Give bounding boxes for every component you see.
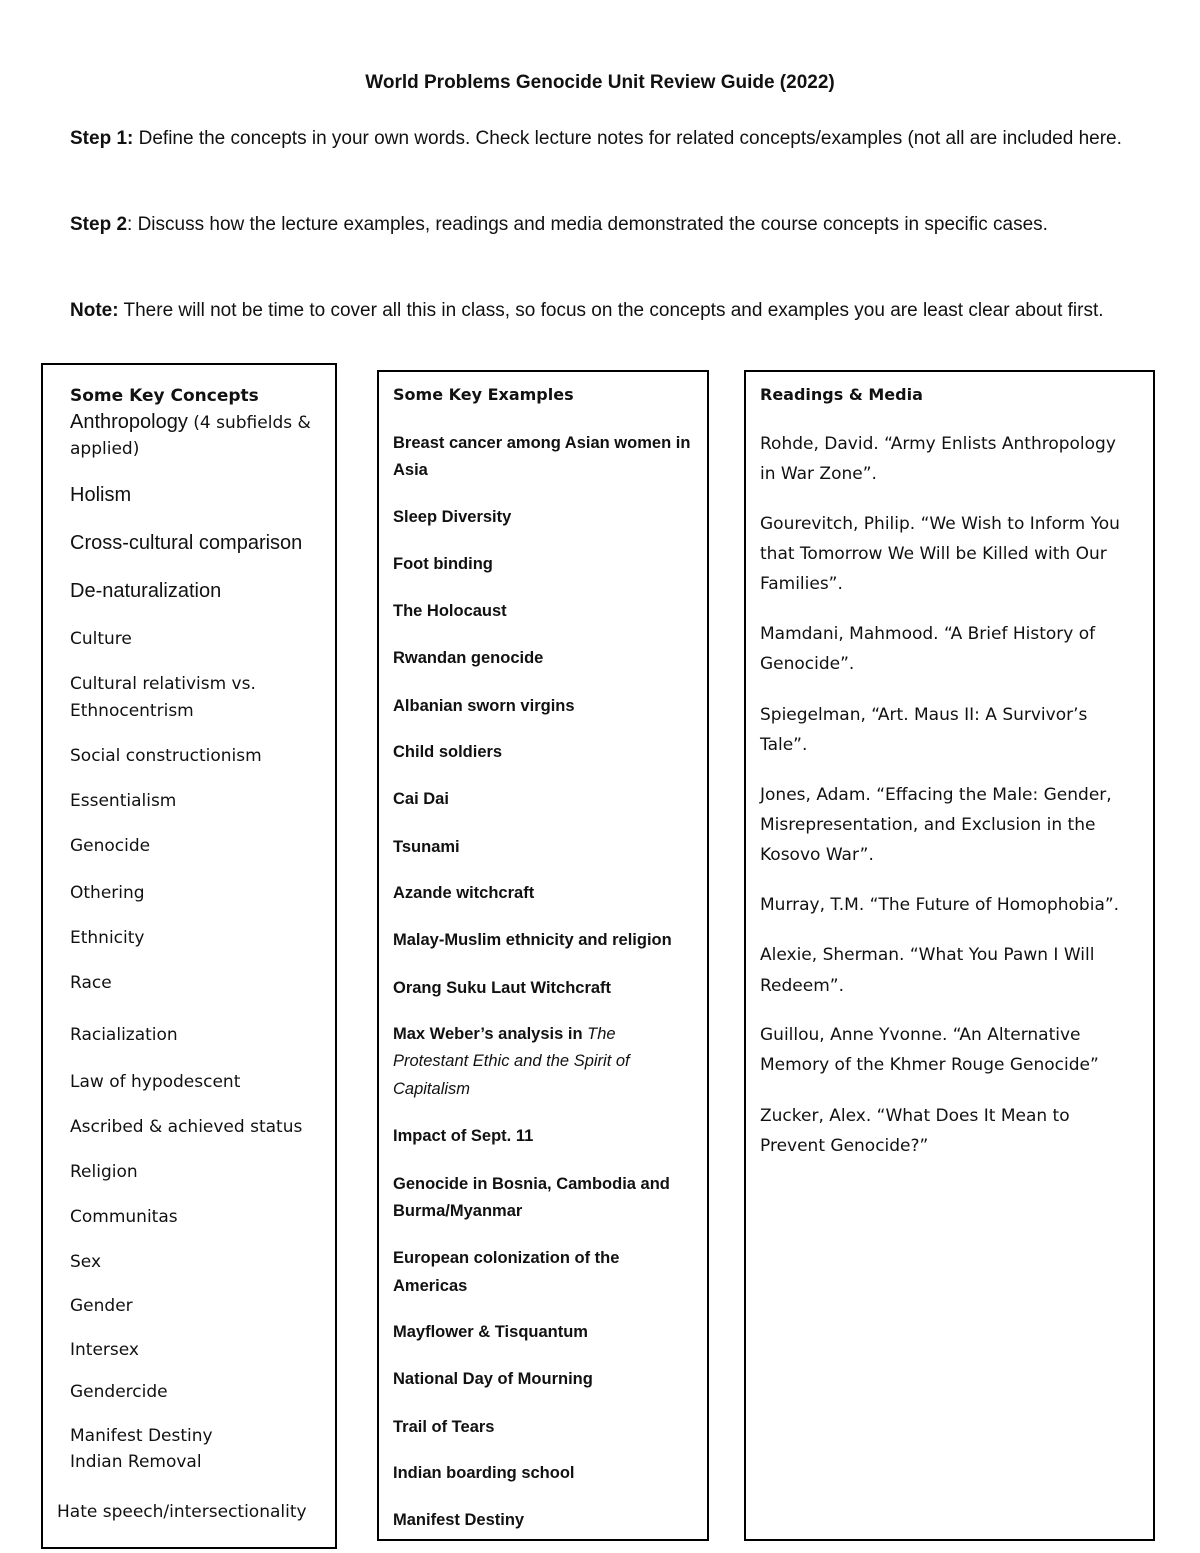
example-item: Child soldiers [393, 743, 503, 761]
reading-item: Kosovo War”. [760, 845, 874, 865]
concept-item: Holism [70, 484, 132, 506]
example-item: Indian boarding school [393, 1464, 575, 1482]
example-item [393, 1020, 616, 1048]
step2-paragraph [70, 208, 1140, 241]
example-item: Rwandan genocide [393, 649, 544, 667]
reading-item: Prevent Genocide?” [760, 1136, 929, 1156]
concept-item: Racialization [70, 1025, 178, 1045]
example-item: Genocide in Bosnia, Cambodia and [393, 1175, 670, 1193]
reading-item: Jones, Adam. “Effacing the Male: Gender, [760, 785, 1112, 805]
step2-text: : Discuss how the lecture examples, readings and media demonstrated the course concepts in specific cases. [127, 214, 1048, 235]
example-item: Cai Dai [393, 790, 449, 808]
concept-item: Religion [70, 1162, 138, 1182]
concept-item: Ethnocentrism [70, 701, 194, 721]
reading-item: Mamdani, Mahmood. “A Brief History of [760, 624, 1096, 644]
example-item: Impact of Sept. 11 [393, 1127, 534, 1145]
reading-item: Families”. [760, 574, 843, 594]
readings-box [744, 370, 1155, 1541]
example-item: Sleep Diversity [393, 508, 512, 526]
concept-item [70, 409, 311, 436]
concept-anthropology: Anthropology [70, 411, 188, 433]
concepts-heading: Some Key Concepts [70, 386, 259, 406]
concepts-box [41, 363, 337, 1549]
example-weber-title: Protestant Ethic and the Spirit of [393, 1052, 630, 1070]
page-title: World Problems Genocide Unit Review Guide (2022) [365, 72, 835, 93]
example-item: Albanian sworn virgins [393, 697, 575, 715]
concept-item: Indian Removal [70, 1452, 202, 1472]
concept-item: De-naturalization [70, 580, 222, 602]
concept-item: Sex [70, 1252, 102, 1272]
example-item [393, 1047, 630, 1075]
reading-item: Gourevitch, Philip. “We Wish to Inform You [760, 514, 1120, 534]
example-weber-title: Capitalism [393, 1080, 471, 1098]
concept-item: Social constructionism [70, 746, 262, 766]
reading-item: Spiegelman, “Art. Maus II: A Survivor’s [760, 705, 1088, 725]
step1-label: Step 1: [70, 128, 134, 149]
concept-item: Hate speech/intersectionality [57, 1502, 307, 1522]
reading-item: in War Zone”. [760, 464, 877, 484]
reading-item: that Tomorrow We Will be Killed with Our [760, 544, 1107, 564]
concept-item: Gender [70, 1296, 133, 1316]
example-item: Burma/Myanmar [393, 1202, 523, 1220]
concept-item: Cross-cultural comparison [70, 532, 303, 554]
example-item: Breast cancer among Asian women in [393, 434, 691, 452]
concept-item: Ascribed & achieved status [70, 1117, 303, 1137]
example-item: Orang Suku Laut Witchcraft [393, 979, 612, 997]
reading-item: Rohde, David. “Army Enlists Anthropology [760, 434, 1116, 454]
reading-item: Memory of the Khmer Rouge Genocide” [760, 1055, 1099, 1075]
concept-item: Culture [70, 629, 132, 649]
example-item: European colonization of the [393, 1249, 620, 1267]
concept-item: Ethnicity [70, 928, 145, 948]
concept-item: Gendercide [70, 1382, 168, 1402]
example-item: National Day of Mourning [393, 1370, 593, 1388]
reading-item: Murray, T.M. “The Future of Homophobia”. [760, 895, 1120, 915]
reading-item: Redeem”. [760, 976, 844, 996]
concept-item: Manifest Destiny [70, 1426, 213, 1446]
step2-label: Step 2 [70, 214, 128, 235]
reading-item: Tale”. [760, 735, 808, 755]
reading-item: Zucker, Alex. “What Does It Mean to [760, 1106, 1070, 1126]
example-weber-title: The [587, 1025, 616, 1043]
concept-item: Intersex [70, 1340, 139, 1360]
concept-item: Race [70, 973, 112, 993]
example-item: Asia [393, 461, 428, 479]
concept-item: Essentialism [70, 791, 177, 811]
example-item: Azande witchcraft [393, 884, 535, 902]
concept-item: Communitas [70, 1207, 178, 1227]
concept-item: Cultural relativism vs. [70, 674, 256, 694]
example-item: Mayflower & Tisquantum [393, 1323, 588, 1341]
examples-heading: Some Key Examples [393, 385, 574, 404]
reading-item: Genocide”. [760, 654, 855, 674]
note-label: Note: [70, 300, 119, 321]
example-item [393, 1075, 470, 1103]
step1-paragraph [70, 122, 1140, 155]
note-text: There will not be time to cover all this in class, so focus on the concepts and examples you are least clear about first. [118, 300, 1104, 321]
example-item: Americas [393, 1277, 468, 1295]
example-item: Manifest Destiny [393, 1511, 525, 1529]
example-item: The Holocaust [393, 602, 507, 620]
example-item: Tsunami [393, 838, 460, 856]
step1-text: Define the concepts in your own words. Check lecture notes for related concepts/examples (not all are included here. [133, 128, 1122, 149]
concept-item: Genocide [70, 836, 151, 856]
reading-item: Misrepresentation, and Exclusion in the [760, 815, 1096, 835]
reading-item: Alexie, Sherman. “What You Pawn I Will [760, 945, 1095, 965]
concept-anthropology-sub: (4 subfields & [187, 413, 311, 433]
readings-heading: Readings & Media [760, 385, 923, 404]
example-weber-text: Max Weber’s analysis in [393, 1025, 588, 1043]
examples-box [377, 370, 709, 1541]
example-item: Trail of Tears [393, 1418, 495, 1436]
concept-item: Othering [70, 883, 145, 903]
reading-item: Guillou, Anne Yvonne. “An Alternative [760, 1025, 1081, 1045]
concept-item: Law of hypodescent [70, 1072, 241, 1092]
concept-anthropology-sub2: applied) [70, 439, 140, 459]
example-item: Foot binding [393, 555, 493, 573]
example-item: Malay-Muslim ethnicity and religion [393, 931, 672, 949]
note-paragraph [70, 294, 1140, 327]
